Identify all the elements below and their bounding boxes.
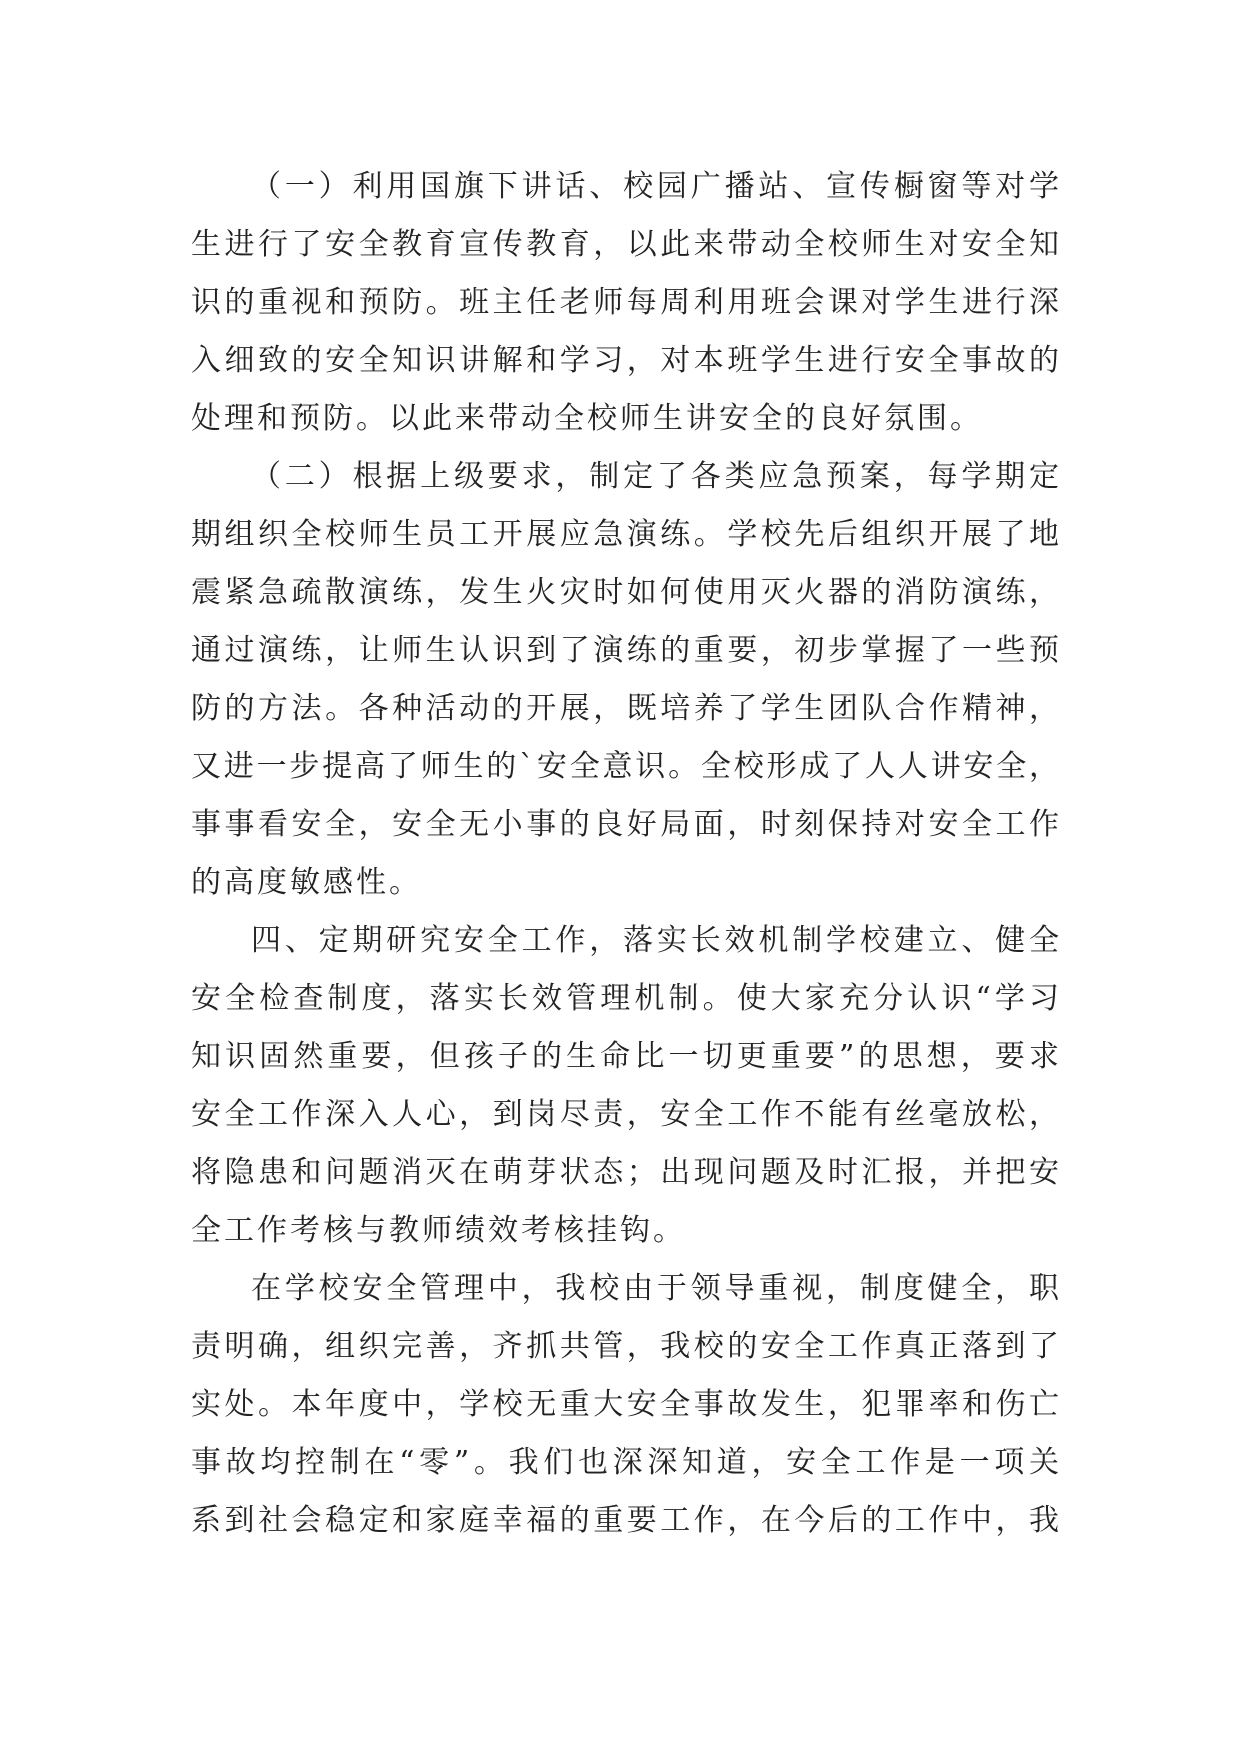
paragraph-line: 安全工作深入人心，到岗尽责，安全工作不能有丝毫放松，	[191, 1097, 1059, 1132]
paragraph-line: 四、定期研究安全工作，落实长效机制学校建立、健全	[251, 923, 1059, 958]
paragraph-line: 实处。本年度中，学校无重大安全事故发生，犯罪率和伤亡	[191, 1387, 1059, 1422]
paragraph-line: 通过演练，让师生认识到了演练的重要，初步掌握了一些预	[191, 633, 1059, 668]
paragraph-line: 识的重视和预防。班主任老师每周利用班会课对学生进行深	[191, 285, 1059, 320]
paragraph-line: 知识固然重要，但孩子的生命比一切更重要”的思想，要求	[191, 1039, 1059, 1074]
paragraph-line: 处理和预防。以此来带动全校师生讲安全的良好氛围。	[191, 401, 983, 436]
paragraph-line: 防的方法。各种活动的开展，既培养了学生团队合作精神，	[191, 691, 1059, 726]
paragraph-line: 全工作考核与教师绩效考核挂钩。	[191, 1213, 686, 1248]
paragraph-line: 期组织全校师生员工开展应急演练。学校先后组织开展了地	[191, 517, 1059, 552]
paragraph-line: 将隐患和问题消灭在萌芽状态；出现问题及时汇报，并把安	[191, 1155, 1059, 1190]
paragraph-line: （二）根据上级要求，制定了各类应急预案，每学期定	[251, 459, 1059, 494]
paragraph-line: 安全检查制度，落实长效管理机制。使大家充分认识“学习	[191, 981, 1059, 1016]
paragraph-line: 系到社会稳定和家庭幸福的重要工作，在今后的工作中，我	[191, 1503, 1059, 1538]
paragraph-line: 责明确，组织完善，齐抓共管，我校的安全工作真正落到了	[191, 1329, 1059, 1364]
paragraph-line: （一）利用国旗下讲话、校园广播站、宣传橱窗等对学	[251, 169, 1059, 204]
document-body	[191, 158, 1059, 1550]
paragraph-line: 又进一步提高了师生的`安全意识。全校形成了人人讲安全，	[191, 749, 1059, 784]
paragraph-line: 的高度敏感性。	[191, 865, 422, 900]
paragraph-line: 震紧急疏散演练，发生火灾时如何使用灭火器的消防演练，	[191, 575, 1059, 610]
paragraph-line: 在学校安全管理中，我校由于领导重视，制度健全，职	[251, 1271, 1059, 1306]
paragraph-line: 生进行了安全教育宣传教育，以此来带动全校师生对安全知	[191, 227, 1059, 262]
paragraph-line: 事事看安全，安全无小事的良好局面，时刻保持对安全工作	[191, 807, 1059, 842]
paragraph-line: 入细致的安全知识讲解和学习，对本班学生进行安全事故的	[191, 343, 1059, 378]
paragraph-line: 事故均控制在“零”。我们也深深知道，安全工作是一项关	[191, 1445, 1059, 1480]
